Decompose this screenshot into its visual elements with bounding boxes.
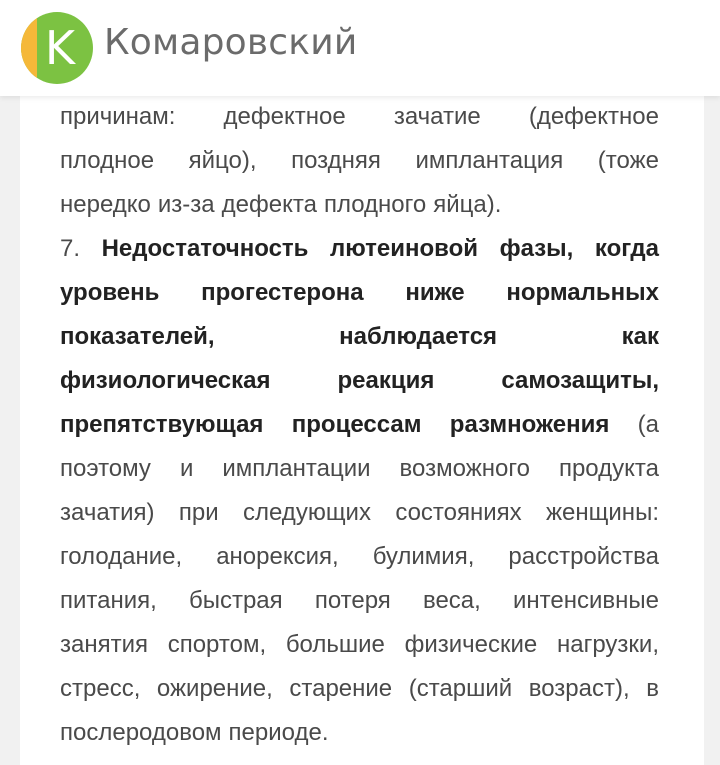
site-header: [0, 0, 720, 96]
article-word: стресс,: [60, 675, 141, 702]
article-line: [60, 359, 659, 403]
article-line: [60, 227, 659, 271]
article-line: [60, 579, 659, 623]
article-line: [60, 271, 659, 315]
article-word: и: [179, 455, 194, 482]
article-word: голодание,: [60, 543, 183, 570]
article-word: уровень: [60, 279, 160, 306]
article-word: из-за: [157, 191, 215, 218]
article-word: расстройства: [508, 543, 659, 570]
article-word: старение: [289, 675, 393, 702]
article-word: веса,: [422, 587, 481, 614]
site-logo-icon[interactable]: [21, 12, 93, 84]
article-line: [60, 535, 659, 579]
article-word: физиологическая: [60, 367, 271, 394]
article-word: состояниях: [395, 499, 522, 526]
article-line: [60, 403, 659, 447]
article-word: потеря: [314, 587, 391, 614]
article-line: [60, 623, 659, 667]
article-word: в: [646, 675, 659, 702]
article-word: (а: [637, 411, 659, 438]
article-word: (старший: [408, 675, 513, 702]
article-line: [60, 139, 659, 183]
article-word: ниже: [405, 279, 465, 306]
article-word: имплантации: [222, 455, 371, 482]
article-word: процессам: [291, 411, 422, 438]
article-word: спортом,: [167, 631, 267, 658]
article-word: физические: [404, 631, 538, 658]
article-line: [60, 667, 659, 711]
article-line: [60, 183, 659, 227]
article-line: [60, 711, 659, 755]
article-word: лютеиновой: [330, 235, 479, 262]
article-word: возможного: [399, 455, 530, 482]
article-word: (дефектное: [528, 103, 659, 130]
article-word: зачатия): [60, 499, 155, 526]
article-word: поэтому: [60, 455, 151, 482]
article-word: самозащиты,: [501, 367, 659, 394]
article-word: быстрая: [188, 587, 283, 614]
article-word: большие: [285, 631, 385, 658]
article-word: нагрузки,: [556, 631, 659, 658]
article-word: поздняя: [291, 147, 381, 174]
article-word: ожирение,: [156, 675, 273, 702]
article-word: 7.: [60, 235, 81, 262]
article-line: [60, 491, 659, 535]
article-word: когда: [594, 235, 659, 262]
article-word: дефекта: [221, 191, 317, 218]
article-word: причинам:: [60, 103, 176, 130]
article-word: продукта: [558, 455, 659, 482]
article-word: показателей,: [60, 323, 215, 350]
article-line: [60, 315, 659, 359]
article-word: прогестерона: [201, 279, 364, 306]
article-word: как: [621, 323, 659, 350]
article-word: (тоже: [597, 147, 659, 174]
article-word: послеродовом: [60, 719, 222, 746]
article-word: фазы,: [499, 235, 574, 262]
article-word: следующих: [242, 499, 371, 526]
article-word: Недостаточность: [101, 235, 309, 262]
article-word: плодного: [323, 191, 427, 218]
site-name[interactable]: Комаровский: [104, 22, 358, 63]
article-line: [60, 95, 659, 139]
article-word: нередко: [60, 191, 151, 218]
article-word: при: [178, 499, 219, 526]
article-word: анорексия,: [216, 543, 339, 570]
logo-letter: K: [44, 21, 76, 75]
article-word: препятствующая: [60, 411, 264, 438]
article-word: нормальных: [506, 279, 659, 306]
article-word: размножения: [449, 411, 610, 438]
article-word: возраст),: [528, 675, 630, 702]
article-word: дефектное: [223, 103, 346, 130]
article-word: имплантация: [415, 147, 564, 174]
article-word: занятия: [60, 631, 148, 658]
article-word: женщины:: [546, 499, 659, 526]
article-word: яйцо),: [188, 147, 257, 174]
article-text: [60, 95, 659, 755]
article-word: наблюдается: [339, 323, 498, 350]
article-word: реакция: [337, 367, 435, 394]
article-word: яйца).: [433, 191, 502, 218]
article-word: булимия,: [372, 543, 475, 570]
article-line: [60, 447, 659, 491]
article-word: периоде.: [228, 719, 329, 746]
article-word: зачатие: [393, 103, 481, 130]
article-word: питания,: [60, 587, 157, 614]
article-word: плодное: [60, 147, 155, 174]
article-word: интенсивные: [512, 587, 659, 614]
